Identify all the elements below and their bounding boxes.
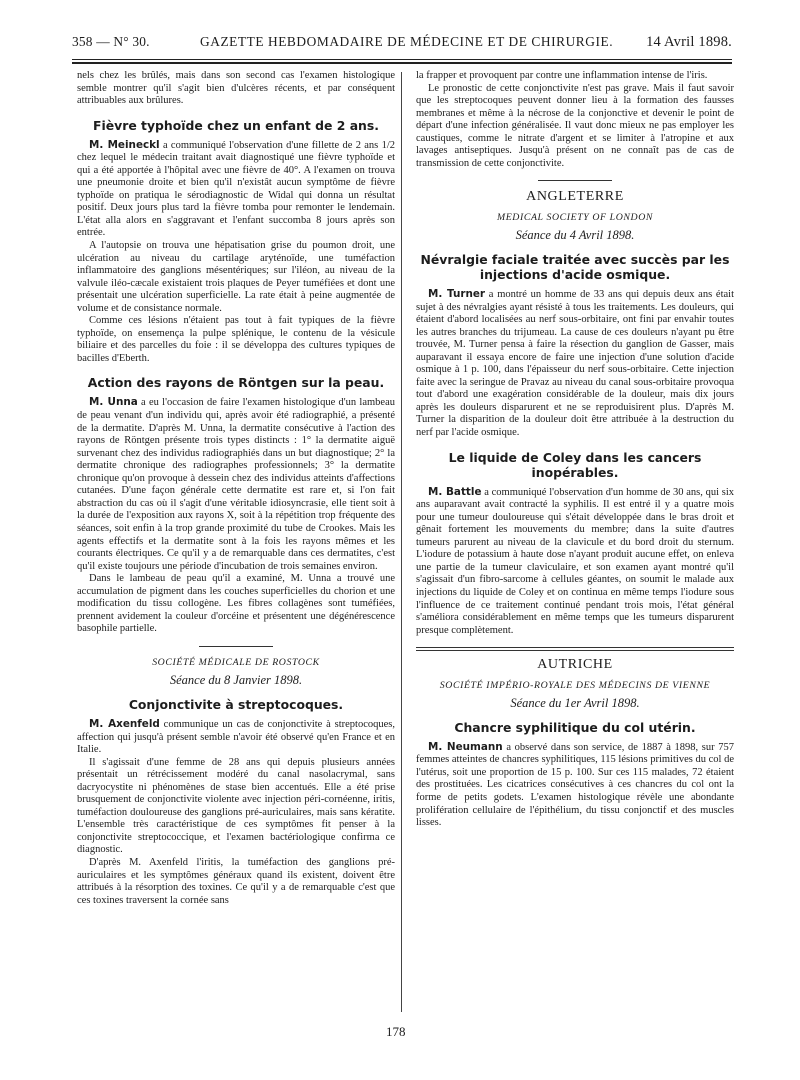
folio-number: 178 [386,1024,406,1039]
article-paragraph: Le pronostic de cette conjonctivite n'est pas grave. Mais il faut savoir que les streptocoques peuvent donner lieu à la formation des fausses membranes et même à la nécrose de la conjonctive et devenir le point de départ d'une infection généralisée. Il vaut donc mieux ne pas employer les caustiques, comme le nitrate d'argent et se limiter à l'atropine et aux lavages antiseptiques. Jusqu'à présent on ne connaît pas de cas de transmission de cette conjonctivite. [416,82,734,169]
section-separator-double [416,647,734,651]
continued-paragraph: nels chez les brûlés, mais dans son second cas l'examen histologique semble montrer qu'il s'agit bien d'ulcères récents, et par conséquent attribuables aux brûlures. [77,70,395,107]
article-paragraph [416,486,734,638]
article-paragraph: Dans le lambeau de peau qu'il a examiné, M. Unna a trouvé une accumulation de pigment dans les couches superficielles du chorion et une modification du tissu collogène. Les fibres collagènes sont tuméfiées, prennent avidement la couleur d'orcéine et présentent une dégénérescence basophile partielle. [77,573,395,635]
article-paragraph [77,139,395,240]
left-column [77,70,395,907]
column-divider [401,72,402,1012]
session-date: Séance du 1er Avril 1898. [510,696,640,711]
session-date: Séance du 8 Janvier 1898. [169,673,303,688]
paragraph-text: a communiqué l'observation d'un homme de 30 ans, qui six ans auparavant avait contracté la syphilis. Il est entré il y a quatre mois pour une tumeur douloureuse qui s'était développée dans le bras droit et gênait fortement les mouvements du membre; dans la suite d'autres tumeurs parurent au niveau de la clavicule et du bord droit du sternum. L'iodure de potassium à haute dose n'ayant produit aucune effet, on enleva une partie de la tumeur claviculaire, et son examen ayant montré qu'il s'agissait d'un fibro-sarcome à cellules géantes, on soumit le malade aux injections du liquide de Coley et on continua en même temps l'iodure sous l'influence de ce traitement continué pendant trois mois, l'état général s'améliora considérablement en même temps que les tumeurs disparurent presque complètement. [416,486,734,636]
country-heading-angleterre: ANGLETERRE [526,189,624,205]
issue-date: 14 Avril 1898. [646,34,732,50]
article-title-coley: Le liquide de Coley dans les cancers inopérables. [448,449,702,480]
article-paragraph [416,288,734,440]
article-title-conjonctivite: Conjonctivite à streptocoques. [128,696,344,712]
country-heading-autriche: AUTRICHE [537,657,613,673]
society-name: SOCIÉTÉ MÉDICALE DE ROSTOCK [152,656,320,668]
paragraph-text: a eu l'occasion de faire l'examen histologique d'un lambeau de peau venant d'un individu qui, après avoir été radiographié, a présenté de la dermatite. D'après M. Unna, la dermatite consécutive à l'action des rayons de Röntgen présente trois types distincts : 1° la dermatite aiguë survenant chez des individus radiographiés dans un but diagnostique; 2° la dermatite chronique des radiographes professionnels; 3° la dermatite chronique qu'on provoque à dessein chez des individus atteints d'affections cutanées. D'une façon générale cette dermatite est rare et, si l'on fait abstraction du cas où il s'agit d'une véritable idiosyncrasie, elle tient soit à la durée de l'exposition aux rayons X, soit à la répétition trop fréquente des séances, soit enfin à la trop grande proximité du tube de Crookes. Mais les agents effectifs et la dermatite sont à la fois les rayons mêmes et les courants électriques. Ce qu'il y a de remarquable dans ces dermatites, c'est qu'il existe toujours une période d'incubation de trois semaines environ. [77,397,395,572]
article-paragraph [77,396,395,573]
article-title-rontgen: Action des rayons de Röntgen sur la peau. [87,375,385,391]
paragraph-text: a communiqué l'observation d'une fillette de 2 ans 1/2 chez lequel le médecin traitant avait diagnostiqué une fièvre typhoïde et qui a été apportée à l'hôpital avec une fièvre de 40°. A l'examen on trouva une pneumonie droite et bien qu'il n'existât aucun symptôme de fièvre typhoïde on pratiqua le sérodiagnostic de Widal qui donna un résultat positif. Deux jours plus tard la fièvre tomba pour remonter le lendemain. L'état alla alors en s'aggravant et l'enfant succomba 8 jours après son entrée. [77,139,395,239]
article-paragraph [77,718,395,757]
header-rule [72,59,732,60]
journal-title: GAZETTE HEBDOMADAIRE DE MÉDECINE ET DE CHIRURGIE. [200,34,614,49]
header-rule-thick [72,62,732,64]
article-title-typhoid: Fièvre typhoïde chez un enfant de 2 ans. [93,117,379,133]
article-paragraph: Il s'agissait d'une femme de 28 ans qui depuis plusieurs années présentait un rétrécissement modéré du canal nasolacrymal, sans dacryocystite ni phénomènes de stase bien accentués. Elle a été prise brusquement de conjonctivite violente avec injection péri-cornéenne, iritis, tuméfaction douloureuse des ganglions pré-auriculaires, mais sans kératite. L'ensemble très caractéristique de ces symptômes fit penser à la conjonctivite streptococcique, et l'examen bactériologique confirma ce diagnostic. [77,756,395,856]
article-paragraph: Comme ces lésions n'étaient pas tout à fait typiques de la fièvre typhoïde, on ensemença la pulpe splénique, le contenu de la vésicule biliaire et des parcelles du foie : il se développa des cultures typiques de bacilles d'Eberth. [77,315,395,364]
society-name: SOCIÉTÉ IMPÉRIO-ROYALE DES MÉDECINS DE VIENNE [439,679,711,691]
right-column [416,70,734,830]
section-separator [538,180,612,181]
article-title-chancre: Chancre syphilitique du col utérin. [454,719,696,735]
running-head [72,34,732,56]
paragraph-text: a observé dans son service, de 1887 à 1898, sur 757 femmes atteintes de chancres syphilitiques, 115 lésions primitives du col de l'utérus, soit une proportion de 15 p. 100. Sur ces 115 malades, 72 étaient des prostituées. Les cicatrices consécutives à ces chancres du col ont la forme de petits godets. L'examen histologique révèle une abondante prolifération cellulaire de l'épithélium, du tissu conjonctif et des muscles lisses. [416,741,734,829]
page-number: 358 — N° 30. [72,34,150,49]
session-date: Séance du 4 Avril 1898. [515,228,635,243]
author-name: M. Axenfeld [89,717,160,730]
continued-paragraph: la frapper et provoquent par contre une inflammation intense de l'iris. [416,70,708,81]
author-name: M. Battle [428,485,482,498]
society-name: MEDICAL SOCIETY OF LONDON [496,211,654,223]
article-paragraph: A l'autopsie on trouva une hépatisation grise du poumon droit, une ulcération au niveau du cartilage aryténoïde, une tuméfaction inflammatoire des ganglions mésentériques; sur l'iléon, au niveau de la valvule iléo-cæcale existaient trois plaques de Peyer tuméfiées et dont une présentait une ulcération superficielle. La rate était à peine augmentée de volume et de consistance normale. [77,240,395,314]
author-name: M. Unna [89,396,138,409]
article-paragraph: D'après M. Axenfeld l'iritis, la tuméfaction des ganglions pré-auriculaires et les symptômes généraux quand ils existent, doivent être attribués à la résorption des toxines. Ce qu'il y a de remarquable c'est que ces toxines traversent la cornée sans [77,856,395,906]
paragraph-text: a montré un homme de 33 ans qui depuis deux ans était sujet à des névralgies ayant résisté à tous les traitements. Les douleurs, qui étaient d'abord localisées au nerf sous-orbitaire, ont fini par envahir toutes les autres branches du trijumeau. La cause de ces douleurs n'ayant pu être trouvée, M. Turner pensa à faire la résection du ganglion de Gasser, mais auparavant il essaya encore de faire une injection d'une solution d'acide osmique à 1 p. 100, dans l'épaisseur du nerf sous-orbitaire. Cette injection faite avec la seringue de Pravaz au niveau du canal sous-orbitaire provoqua tout d'abord une exagération considérable de la douleur, mais dix jours après les douleurs disparurent et ne se reproduisirent plus. D'après M. Turner la disparition de la douleur doit être attribuée à la destruction du nerf par l'acide osmique. [416,289,734,439]
article-title-nevralgie: Névralgie faciale traitée avec succès par les injections d'acide osmique. [420,252,730,283]
paragraph-text: communique un cas de conjonctivite à streptocoques, affection qui jusqu'à présent semble n'avoir été observé qu'en France et en Italie. [77,718,395,756]
author-name: M. Turner [428,288,486,301]
section-separator [199,646,273,647]
author-name: M. Neumann [428,740,503,753]
article-paragraph [416,741,734,830]
author-name: M. Meineckl [89,138,160,151]
